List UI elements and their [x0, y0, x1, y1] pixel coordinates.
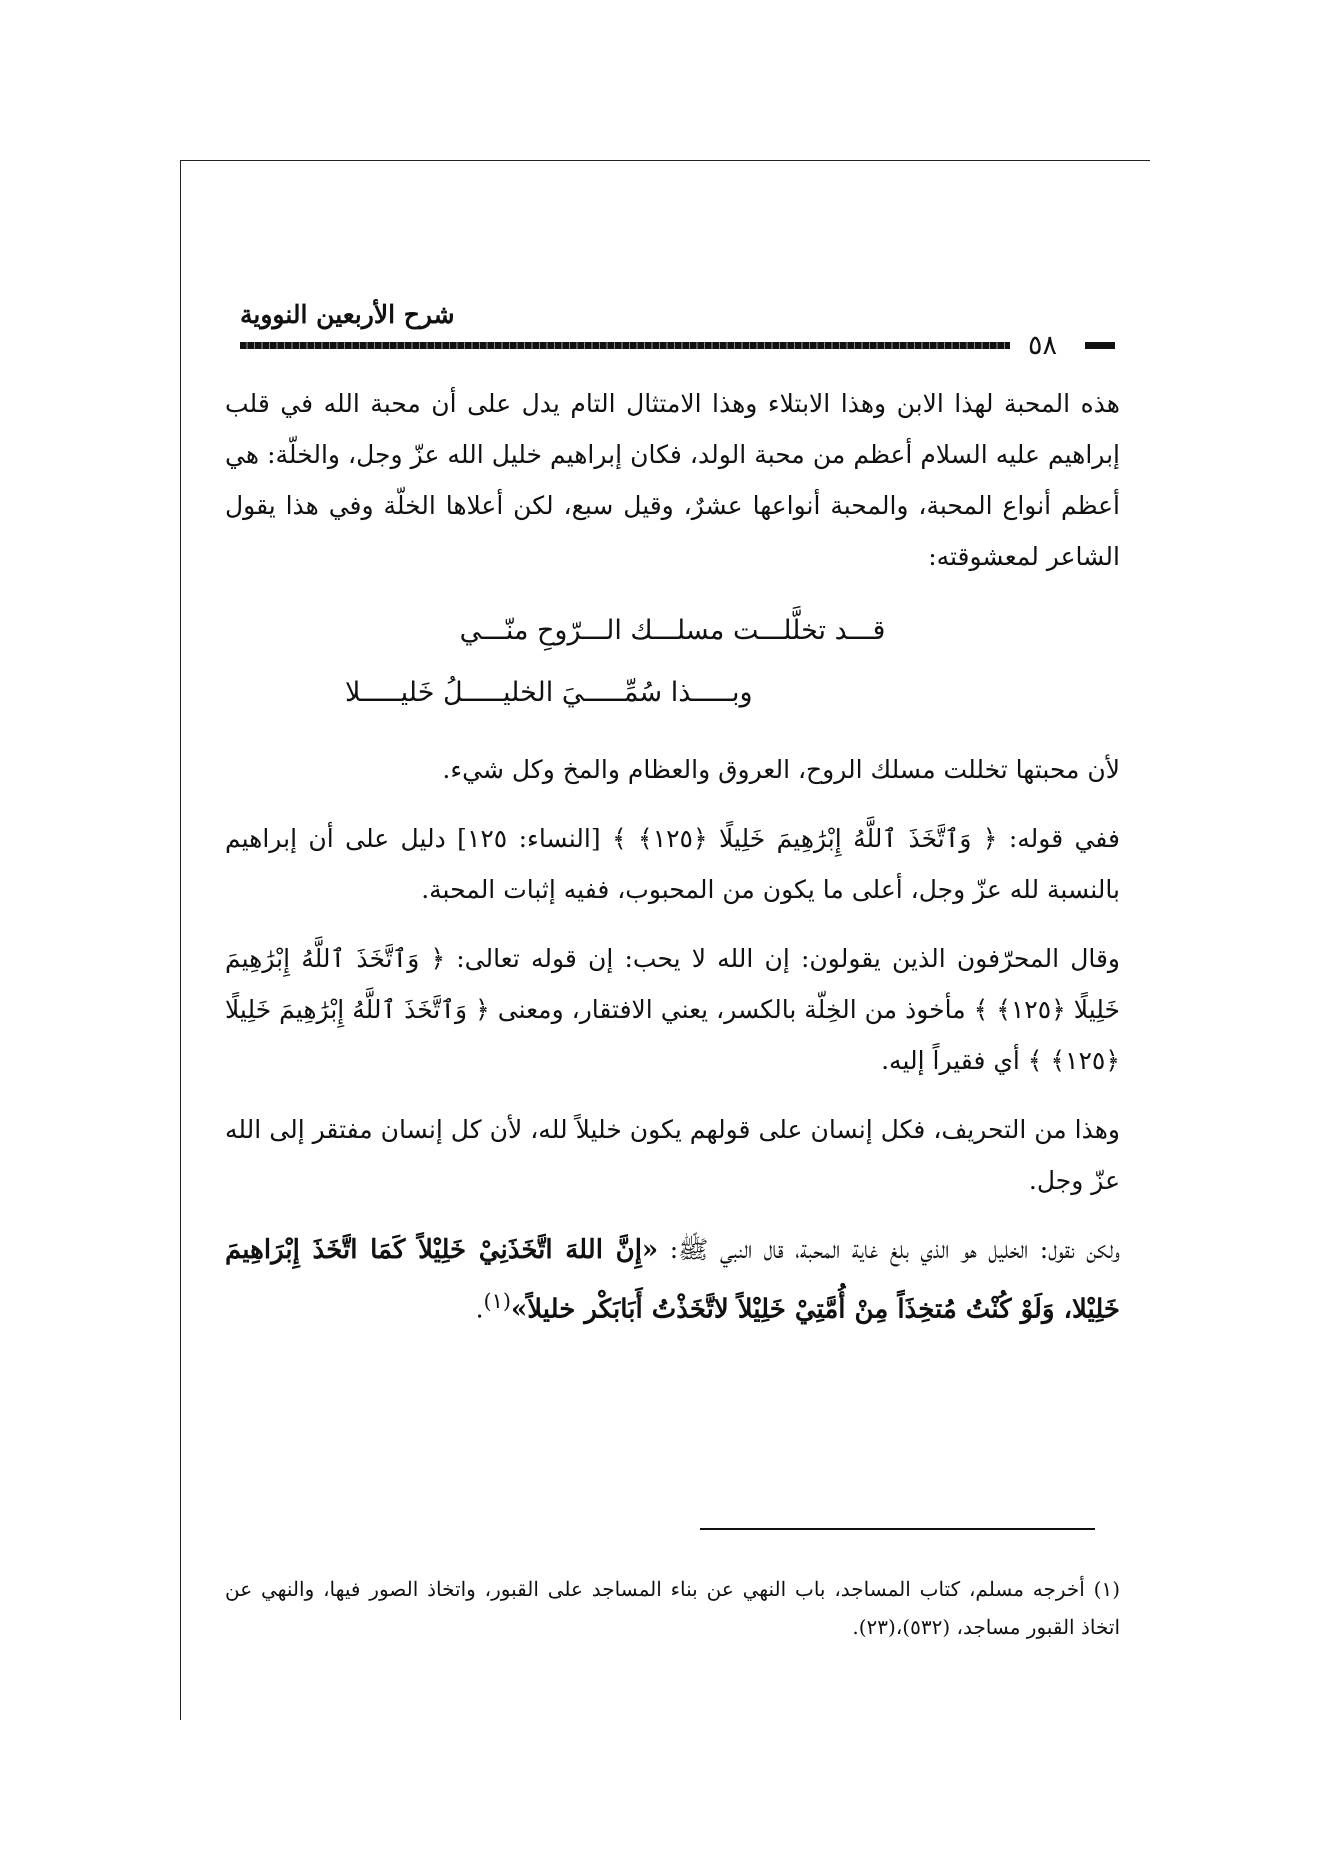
- paragraph-2: لأن محبتها تخللت مسلك الروح، العروق والعظام والمخ وكل شيء.: [442, 755, 1120, 784]
- paragraph-6: [225, 1224, 1120, 1335]
- page-number-mark: [1085, 342, 1115, 349]
- running-title: شرح الأربعين النووية: [240, 300, 455, 329]
- verse-line-1: قـــد تخلَّلـــت مسلـــك الـــرّوحِ منّـــي: [459, 615, 886, 646]
- footnote: (١) أخرجه مسلم، كتاب المساجد، باب النهي عن بناء المساجد على القبور، واتخاذ الصور فيها، والنهي عن اتخاذ القبور مساجد، (٥٣٢)،(٢٣).: [225, 1577, 1120, 1639]
- paragraph-1: هذه المحبة لهذا الابن وهذا الابتلاء وهذا الامتثال التام يدل على أن محبة الله في قلب إبراهيم عليه السلام أعظم من محبة الولد، فكان إبراهيم خليل الله عزّ وجل، والخلّة: هي أعظم أنواع المحبة، والمحبة أنواعها عشرٌ، وقيل سبع، لكن أعلاها الخلّة وفي هذا يقول الشاعر لمعشوقته:: [225, 389, 1120, 571]
- paragraph-5: وهذا من التحريف، فكل إنسان على قولهم يكون خليلاً لله، لأن كل إنسان مفتقر إلى الله عزّ وجل.: [225, 1115, 1120, 1195]
- footnote-separator: [700, 1528, 1095, 1530]
- hadith-quote: «إِنَّ اللهَ اتَّخَذَنِيْ خَلِيْلاً كَمَا اتَّخَذَ إِبْرَاهِيمَ خَلِيْلا، وَلَوْ كُنْتُ مُتخِذَاً مِنْ أُمَّتِيْ خَلِيْلاً لاتَّخَذْتُ أَبَابَكْر خليلاً»: [225, 1235, 1120, 1325]
- verse-line-2: وبـــــذا سُمِّـــــيَ الخليـــــلُ خَليـــــلا: [345, 677, 753, 708]
- page-frame-top-border: [180, 160, 1150, 161]
- paragraph-6-intro: ولكن نقول: الخليل هو الذي بلغ غاية المحبة، قال النبي ﷺ:: [658, 1235, 1120, 1264]
- page-frame-left-border: [180, 160, 181, 1720]
- paragraph-6-end: .: [475, 1294, 484, 1324]
- page-number: ٥٨: [1028, 330, 1058, 361]
- footnote-reference: (١): [483, 1289, 511, 1313]
- poetry-verse: [225, 600, 1120, 724]
- page-body: [225, 378, 1120, 1353]
- paragraph-4: وقال المحرّفون الذين يقولون: إن الله لا يحب: إن قوله تعالى: ﴿ وَٱتَّخَذَ ٱللَّهُ إِبْرَٰهِيمَ خَلِيلًا ﴿١٢٥﴾ ﴾ مأخوذ من الخِلّة بالكسر، يعني الافتقار، ومعنى ﴿ وَٱتَّخَذَ ٱللَّهُ إِبْرَٰهِيمَ خَلِيلًا ﴿١٢٥﴾ ﴾ أي فقيراً إليه.: [225, 944, 1120, 1075]
- header-ornamental-rule: [240, 342, 1010, 349]
- paragraph-3: ففي قوله: ﴿ وَٱتَّخَذَ ٱللَّهُ إِبْرَٰهِيمَ خَلِيلًا ﴿١٢٥﴾ ﴾ [النساء: ١٢٥] دليل على أن إبراهيم بالنسبة لله عزّ وجل، أعلى ما يكون من المحبوب، ففيه إثبات المحبة.: [225, 824, 1120, 904]
- page-header: [240, 300, 1120, 360]
